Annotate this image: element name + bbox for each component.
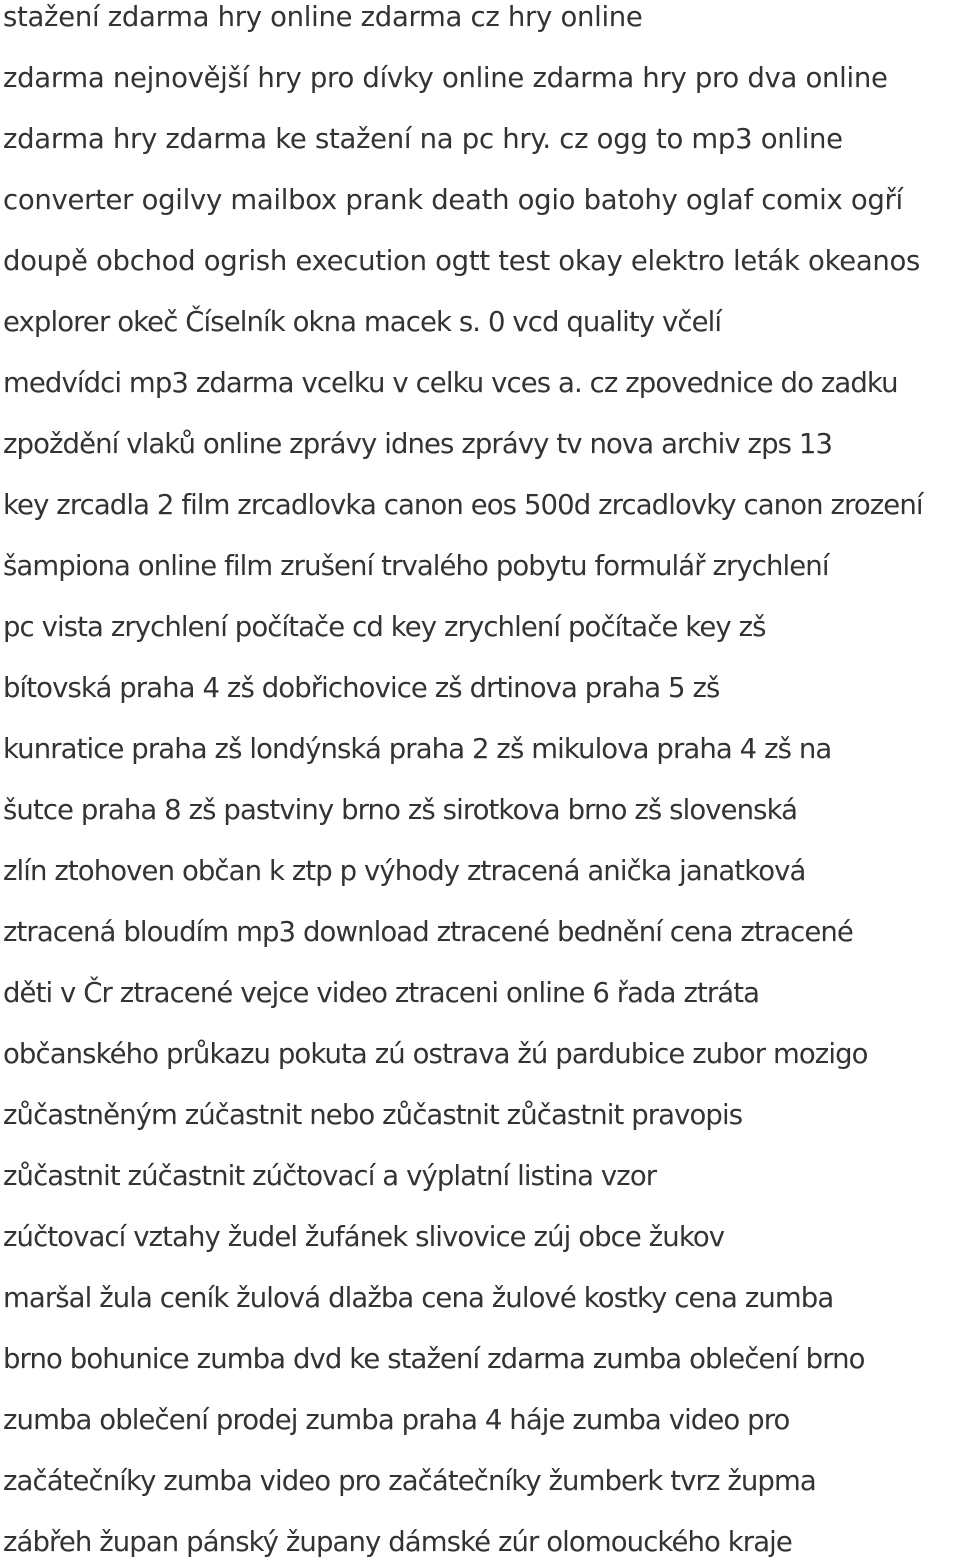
text-line: key zrcadla 2 film zrcadlovka canon eos 500d zrcadlovky canon zrození [3, 489, 923, 521]
text-line: maršal žula ceník žulová dlažba cena žulové kostky cena zumba [3, 1282, 834, 1314]
text-line: zdarma hry zdarma ke stažení na pc hry. cz ogg to mp3 online [3, 123, 843, 155]
text-line: explorer okeč Číselník okna macek s. 0 vcd quality včelí [3, 306, 722, 338]
text-line: doupě obchod ogrish execution ogtt test okay elektro leták okeanos [3, 245, 921, 277]
text-line: ztracená bloudím mp3 download ztracené bednění cena ztracené [3, 916, 853, 948]
text-line: občanského průkazu pokuta zú ostrava žú pardubice zubor mozigo [3, 1038, 868, 1070]
text-line: zůčastnit zúčastnit zúčtovací a výplatní listina vzor [3, 1160, 657, 1192]
text-line: pc vista zrychlení počítače cd key zrychlení počítače key zš [3, 611, 766, 643]
text-line: brno bohunice zumba dvd ke stažení zdarma zumba oblečení brno [3, 1343, 865, 1375]
text-line: zábřeh župan pánský župany dámské zúr olomouckého kraje [3, 1526, 792, 1558]
text-line: zdarma nejnovější hry pro dívky online zdarma hry pro dva online [3, 62, 888, 94]
text-line: stažení zdarma hry online zdarma cz hry online [3, 1, 643, 33]
text-line: converter ogilvy mailbox prank death ogio batohy oglaf comix ogří [3, 184, 903, 216]
text-line: šampiona online film zrušení trvalého pobytu formulář zrychlení [3, 550, 829, 582]
text-line: medvídci mp3 zdarma vcelku v celku vces a. cz zpovednice do zadku [3, 367, 898, 399]
text-line: zlín ztohoven občan k ztp p výhody ztracená anička janatková [3, 855, 806, 887]
text-line: zpoždění vlaků online zprávy idnes zprávy tv nova archiv zps 13 [3, 428, 833, 460]
text-line: děti v Čr ztracené vejce video ztraceni online 6 řada ztráta [3, 977, 760, 1009]
text-line: šutce praha 8 zš pastviny brno zš sirotkova brno zš slovenská [3, 794, 798, 826]
text-line: začátečníky zumba video pro začátečníky žumberk tvrz župma [3, 1465, 816, 1497]
text-line: zúčtovací vztahy žudel žufánek slivovice zúj obce žukov [3, 1221, 725, 1253]
text-line: zumba oblečení prodej zumba praha 4 háje zumba video pro [3, 1404, 790, 1436]
text-line: bítovská praha 4 zš dobřichovice zš drtinova praha 5 zš [3, 672, 720, 704]
text-line: zůčastněným zúčastnit nebo zůčastnit zůčastnit pravopis [3, 1099, 743, 1131]
text-line: kunratice praha zš londýnská praha 2 zš mikulova praha 4 zš na [3, 733, 832, 765]
